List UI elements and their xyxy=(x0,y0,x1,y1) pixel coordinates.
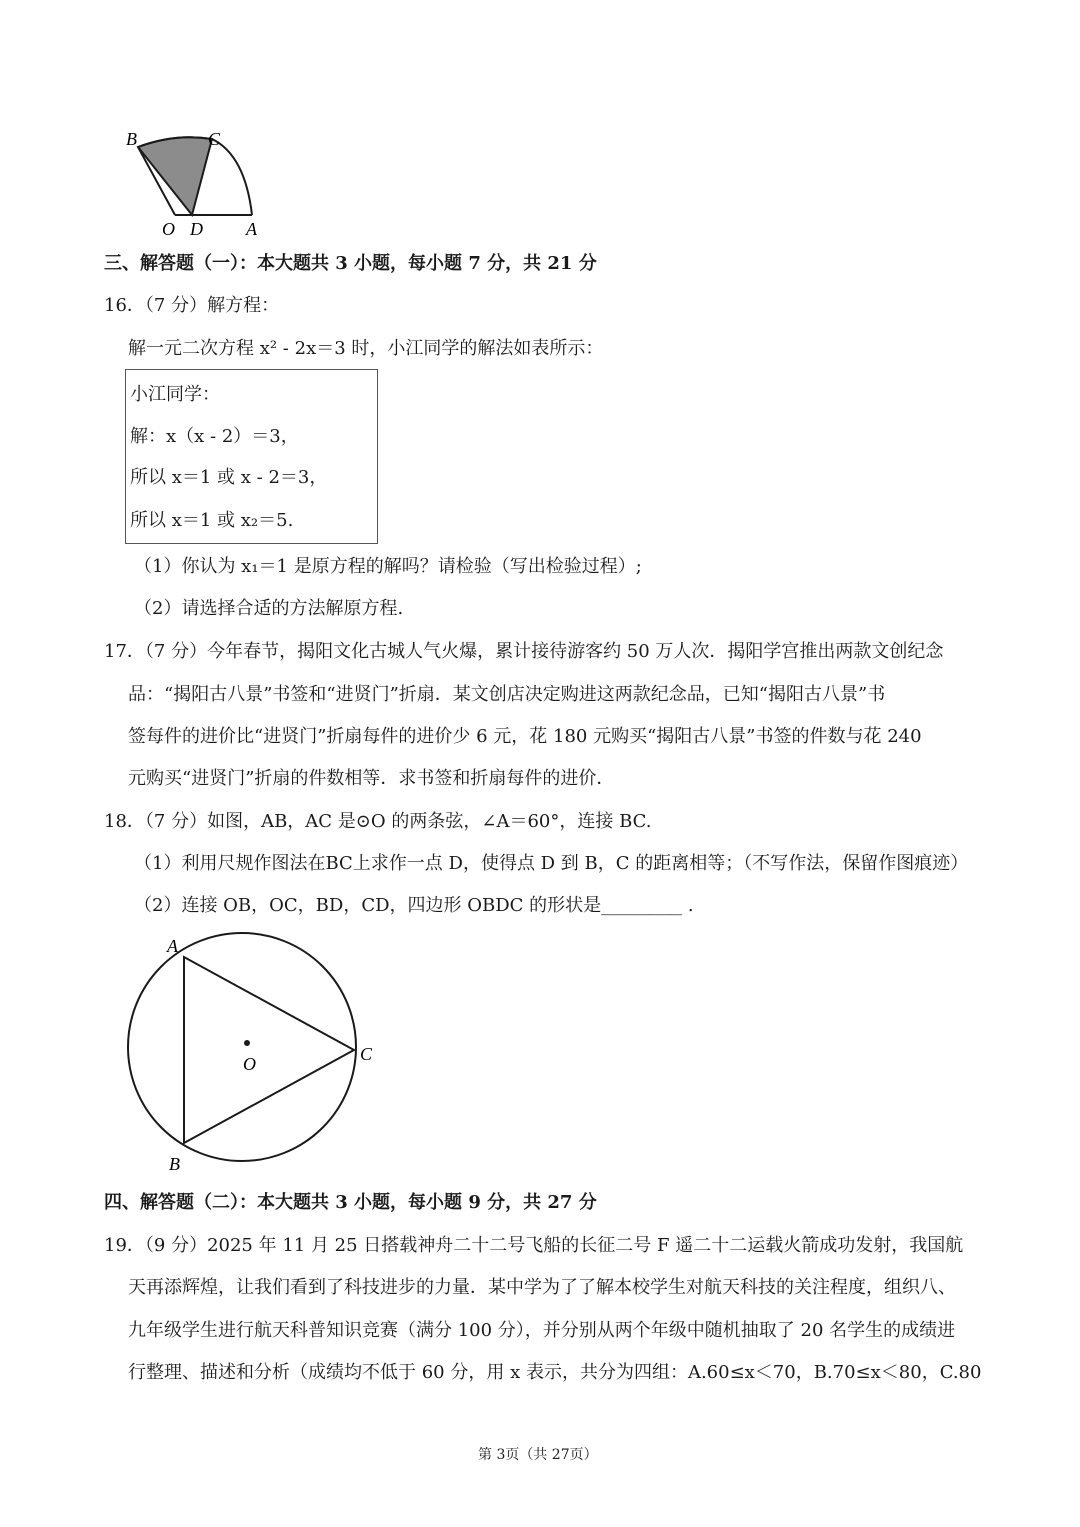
q18-line-1: 18．（7 分）如图，AB，AC 是⊙O 的两条弦，∠A＝60°，连接 BC. xyxy=(104,811,652,832)
box-line-1: 小江同学： xyxy=(130,384,220,405)
q19-line-1: 19．（9 分）2025 年 11 月 25 日搭载神舟二十二号飞船的长征二号 F 遥二十二运载火箭成功发射，我国航 xyxy=(104,1235,964,1256)
q19-line-3: 九年级学生进行航天科普知识竞赛（满分 100 分），并分别从两个年级中随机抽取了 20 名学生的成绩进 xyxy=(128,1320,956,1341)
shaded-region xyxy=(138,137,212,215)
q19-line-4: 行整理、描述和分析（成绩均不低于 60 分，用 x 表示，共分为四组：A.60≤x＜70，B.70≤x＜80，C.80 xyxy=(128,1362,982,1383)
label-d: D xyxy=(190,219,203,237)
label-o: O xyxy=(243,1054,256,1074)
section-4-header: 四、解答题（二）：本大题共 3 小题，每小题 9 分，共 27 分 xyxy=(104,1192,597,1213)
q18-sub-1: （1）利用尺规作图法在BC上求作一点 D，使得点 D 到 B，C 的距离相等；（不写作法，保留作图痕迹） xyxy=(134,853,969,874)
label-o: O xyxy=(162,219,175,237)
label-c: C xyxy=(208,129,221,149)
label-a: A xyxy=(167,936,178,956)
box-line-3: 所以 x＝1 或 x - 2＝3， xyxy=(130,467,328,488)
center-point xyxy=(244,1040,250,1046)
figure-circle-triangle xyxy=(115,930,390,1175)
q17-line-3: 签每件的进价比“进贤门”折扇每件的进价少 6 元，花 180 元购买“揭阳古八景”书签的件数与花 240 xyxy=(128,726,922,747)
box-line-2: 解：x（x - 2）＝3， xyxy=(130,426,299,447)
q17-line-2: 品：“揭阳古八景”书签和“进贤门”折扇．某文创店决定购进这两款纪念品，已知“揭阳古八景”书 xyxy=(128,684,886,705)
label-b: B xyxy=(126,129,137,149)
q16-sub-2: （2）请选择合适的方法解原方程. xyxy=(134,598,404,619)
label-a: A xyxy=(246,219,257,237)
section-3-header: 三、解答题（一）：本大题共 3 小题，每小题 7 分，共 21 分 xyxy=(104,253,597,274)
label-b: B xyxy=(169,1154,180,1174)
page-footer: 第 3页（共 27页） xyxy=(478,1447,598,1463)
box-line-4: 所以 x＝1 或 x₂＝5. xyxy=(130,510,294,531)
q16-intro: 解一元二次方程 x² - 2x＝3 时，小江同学的解法如表所示： xyxy=(128,338,604,359)
circle-o xyxy=(128,933,356,1161)
q17-line-4: 元购买“进贤门”折扇的件数相等．求书签和折扇每件的进价． xyxy=(128,768,615,789)
label-c: C xyxy=(360,1044,373,1064)
q19-line-2: 天再添辉煌，让我们看到了科技进步的力量．某中学为了了解本校学生对航天科技的关注程度，组织八、 xyxy=(128,1277,956,1298)
triangle-abc xyxy=(184,957,354,1143)
q17-line-1: 17．（7 分）今年春节，揭阳文化古城人气火爆，累计接待游客约 50 万人次．揭阳学宫推出两款文创纪念 xyxy=(104,641,944,662)
figure-sector xyxy=(120,125,270,237)
q18-sub-2: （2）连接 OB，OC，BD，CD，四边形 OBDC 的形状是_________ . xyxy=(134,895,694,916)
q16-sub-1: （1）你认为 x₁＝1 是原方程的解吗？请检验（写出检验过程）; xyxy=(134,556,642,577)
q16-title: 16．（7 分）解方程： xyxy=(104,295,280,316)
